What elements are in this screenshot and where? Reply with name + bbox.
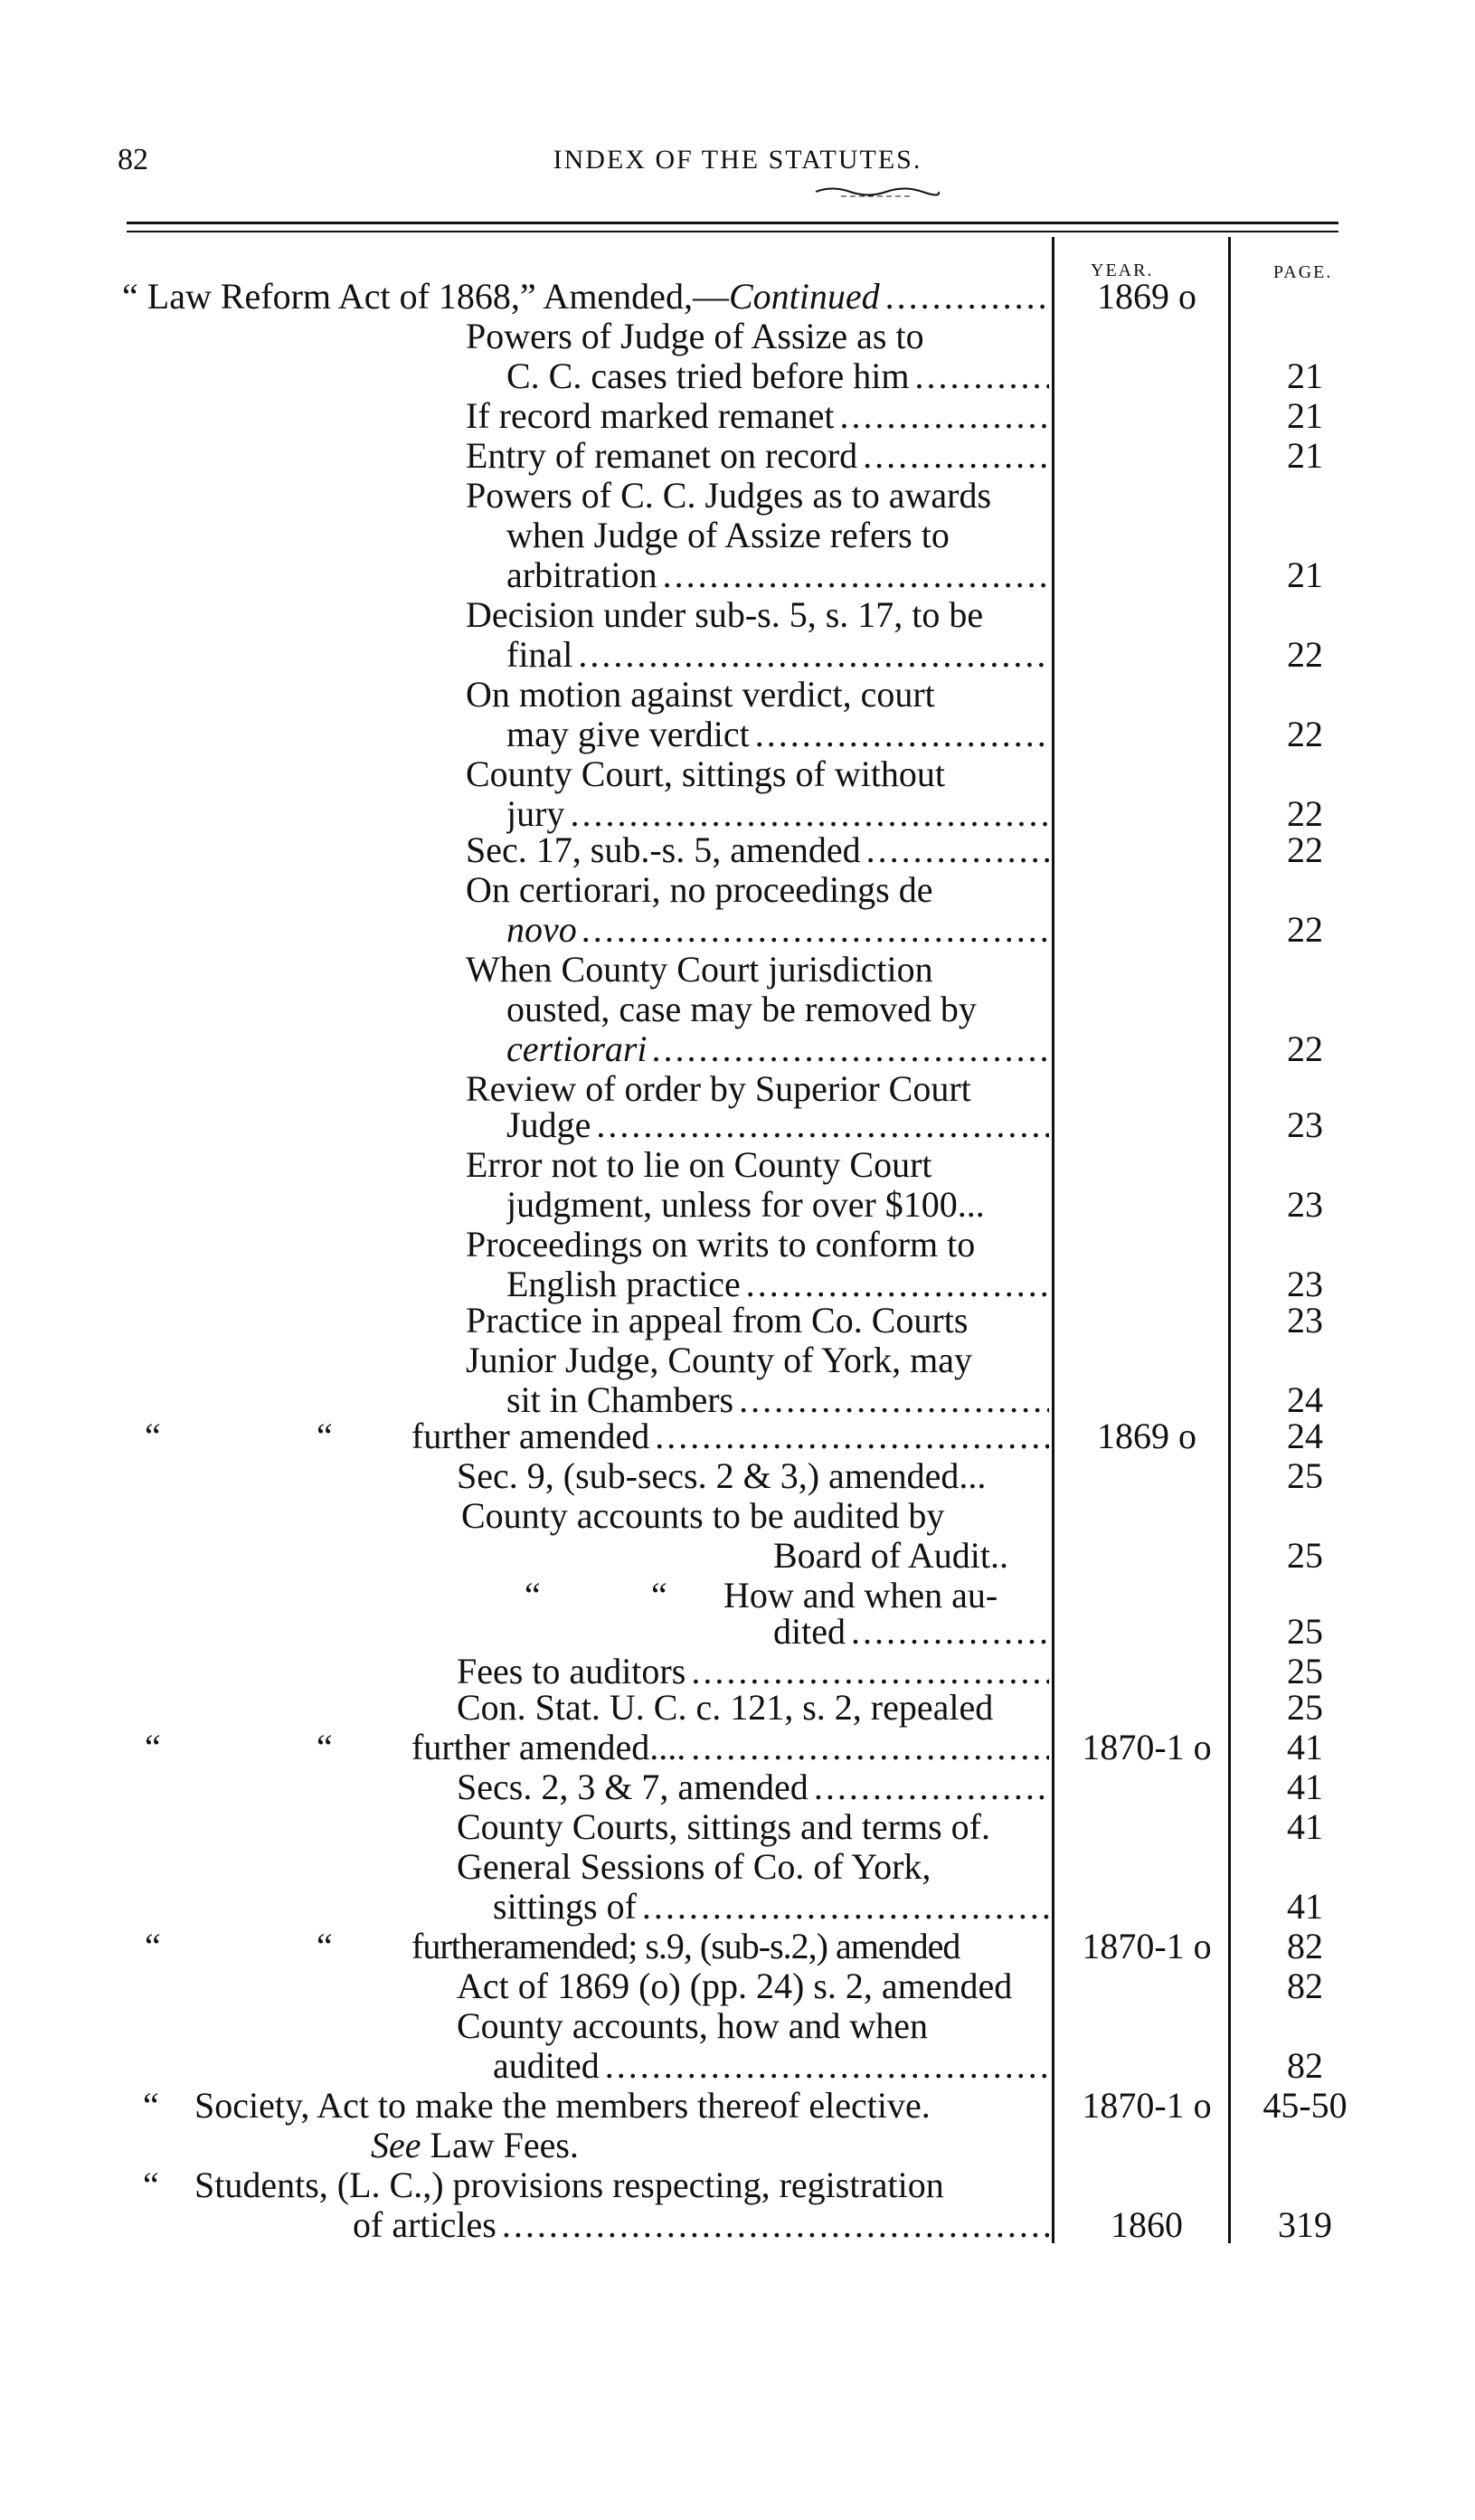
index-entry (122, 277, 1049, 317)
entry-page: 82 (1287, 1966, 1323, 2006)
entry-page: 22 (1287, 909, 1323, 950)
ditto-mark: “ (143, 2085, 159, 2126)
index-entry (466, 396, 1049, 436)
entry-text: County accounts to be audited by (461, 1496, 945, 1536)
entry-text: when Judge of Assize refers to (506, 516, 950, 555)
index-entry (457, 1767, 1049, 1807)
entry-text: When County Court jurisdiction (466, 950, 933, 990)
index-entry (466, 675, 1049, 715)
entry-italic: Continued (728, 277, 880, 317)
entry-text: On certiorari, no proceedings de (466, 870, 933, 910)
entry-page: 22 (1287, 714, 1323, 754)
entry-page: 22 (1287, 793, 1323, 834)
entry-page: 82 (1287, 1926, 1323, 1966)
entry-year: 1869 o (1097, 1416, 1196, 1456)
entry-page: 22 (1287, 1028, 1323, 1069)
entry-text: dited (773, 1612, 846, 1652)
index-entry (466, 830, 1049, 870)
index-entry (466, 317, 1049, 356)
index-entry (493, 2046, 1049, 2086)
entry-text: Judge (506, 1105, 591, 1145)
entry-page: 319 (1278, 2204, 1332, 2245)
entry-text: On motion against verdict, court (466, 675, 935, 715)
entry-page: 41 (1287, 1886, 1323, 1927)
entry-page: 41 (1287, 1806, 1323, 1847)
entry-text: Students, (L. C.,) provisions respecting, registration (194, 2165, 944, 2205)
entry-page: 21 (1287, 395, 1323, 436)
entry-page: 22 (1287, 829, 1323, 870)
index-entry (466, 436, 1049, 476)
entry-page: 21 (1287, 355, 1323, 396)
index-entry (723, 1576, 1049, 1615)
entry-page: 25 (1287, 1455, 1323, 1496)
entry-year: 1870-1 o (1082, 2085, 1212, 2126)
index-entry (506, 1265, 1049, 1304)
entry-page: 21 (1287, 554, 1323, 595)
entry-text: judgment, unless for over $100... (506, 1185, 985, 1225)
index-entry (457, 1847, 1049, 1887)
entry-page: 21 (1287, 435, 1323, 476)
entry-year: 1860 (1111, 2204, 1183, 2245)
page-number: 82 (118, 143, 148, 176)
ditto-mark: “ (317, 1416, 333, 1456)
index-entry (466, 1225, 1049, 1265)
entry-text: Society, Act to make the members thereof elective. (194, 2086, 931, 2126)
year-column-header: YEAR. (1091, 261, 1154, 280)
entry-text: Error not to lie on County Court (466, 1145, 932, 1185)
entry-year: 1870-1 o (1082, 1727, 1212, 1767)
index-entry (773, 1536, 1049, 1576)
index-entry (461, 1496, 1049, 1536)
entry-text: jury (506, 794, 565, 834)
ditto-mark: “ (145, 1416, 161, 1456)
ditto-mark: “ (525, 1575, 541, 1615)
entry-page: 23 (1287, 1184, 1323, 1225)
entry-text: Act of 1869 (o) (pp. 24) s. 2, amended (457, 1966, 1013, 2006)
index-entry (411, 1728, 1049, 1767)
index-entry (457, 1966, 1049, 2006)
index-entry (506, 715, 1049, 754)
index-entry (773, 1612, 1049, 1652)
index-entry (506, 910, 1049, 950)
index-entry (466, 595, 1049, 635)
index-entry (457, 1652, 1049, 1691)
index-entry (466, 754, 1049, 794)
entry-text: furtheramended; s.9, (sub-s.2,) amended (411, 1927, 960, 1966)
entry-text: Board of Audit.. (773, 1536, 1008, 1576)
entry-page: 25 (1287, 1611, 1323, 1652)
entry-page: 41 (1287, 1767, 1323, 1807)
entry-text: “ Law Reform Act of 1868,” Amended,— (122, 277, 729, 317)
top-rule-2 (127, 231, 1338, 232)
index-entry (466, 476, 1049, 516)
ornament (814, 185, 941, 198)
entry-page: 45-50 (1262, 2085, 1347, 2126)
entry-text: If record marked remanet (466, 396, 835, 436)
index-entry (466, 870, 1049, 910)
index-entry (506, 635, 1049, 675)
entry-text: Sec. 9, (sub-secs. 2 & 3,) amended... (457, 1456, 987, 1496)
entry-text: sittings of (493, 1887, 637, 1927)
ditto-mark: “ (145, 1926, 161, 1966)
entry-text: novo (506, 910, 577, 950)
ditto-mark: “ (651, 1575, 667, 1615)
entry-text: audited (493, 2046, 600, 2086)
index-entry (506, 794, 1049, 834)
entry-page: 41 (1287, 1727, 1323, 1767)
entry-text: may give verdict (506, 715, 750, 754)
top-rule (127, 222, 1338, 224)
running-title: INDEX OF THE STATUTES. (553, 145, 922, 175)
entry-page: 23 (1287, 1104, 1323, 1145)
entry-text: Proceedings on writs to conform to (466, 1225, 976, 1265)
entry-page: 22 (1287, 634, 1323, 675)
entry-text: County Court, sittings of without (466, 754, 946, 794)
ditto-mark: “ (143, 2165, 159, 2205)
index-entry (466, 1301, 1049, 1341)
index-entry (194, 2165, 1049, 2205)
index-entry (411, 1927, 1049, 1966)
index-entry (466, 950, 1049, 990)
entry-page: 23 (1287, 1264, 1323, 1304)
index-entry (466, 1341, 1049, 1380)
entry-text: ousted, case may be removed by (506, 990, 977, 1029)
entry-text: Sec. 17, sub.-s. 5, amended (466, 830, 861, 870)
entry-text: Junior Judge, County of York, may (466, 1341, 973, 1380)
entry-text: Entry of remanet on record (466, 436, 858, 476)
entry-text: Decision under sub-s. 5, s. 17, to be (466, 595, 984, 635)
index-entry (506, 356, 1049, 396)
index-entry (466, 1145, 1049, 1185)
entry-page: 82 (1287, 2045, 1323, 2086)
entry-text: How and when au- (723, 1576, 998, 1615)
entry-text: of articles (353, 2205, 496, 2245)
index-entry (371, 2126, 1049, 2165)
entry-text: English practice (506, 1265, 741, 1304)
entry-text: arbitration (506, 555, 657, 595)
index-entry (457, 2006, 1049, 2046)
ditto-mark: “ (145, 1727, 161, 1767)
entry-text: C. C. cases tried before him (506, 356, 910, 396)
index-entry (457, 1688, 1049, 1728)
index-entry (506, 516, 1049, 555)
entry-page: 24 (1287, 1416, 1323, 1456)
entry-text: General Sessions of Co. of York, (457, 1847, 931, 1887)
entry-text-2: Law Fees. (430, 2126, 579, 2165)
entry-text: certiorari (506, 1029, 648, 1069)
index-entry (506, 1380, 1049, 1420)
entry-text: Practice in appeal from Co. Courts (466, 1301, 969, 1341)
index-entry (506, 555, 1049, 595)
entry-year: 1870-1 o (1082, 1926, 1212, 1966)
index-entry (466, 1069, 1049, 1109)
entry-text: County accounts, how and when (457, 2006, 929, 2046)
entry-text: Review of order by Superior Court (466, 1069, 971, 1109)
entry-page: 24 (1287, 1379, 1323, 1420)
index-entry (457, 1456, 1049, 1496)
index-entry (411, 1416, 1049, 1456)
entry-text: Powers of Judge of Assize as to (466, 317, 924, 356)
entry-text: further amended (411, 1416, 650, 1456)
index-entry (506, 990, 1049, 1029)
entry-text: final (506, 635, 573, 675)
entry-text: County Courts, sittings and terms of. (457, 1807, 990, 1847)
index-entry (493, 1887, 1049, 1927)
entry-page: 25 (1287, 1535, 1323, 1576)
ditto-mark: “ (317, 1727, 333, 1767)
index-entry (506, 1105, 1049, 1145)
entry-page: 25 (1287, 1651, 1323, 1691)
index-entry (353, 2205, 1049, 2245)
entry-text: Secs. 2, 3 & 7, amended (457, 1767, 808, 1807)
index-entry (506, 1185, 1049, 1225)
entry-text: Con. Stat. U. C. c. 121, s. 2, repealed (457, 1688, 994, 1728)
entry-text: Fees to auditors (457, 1652, 686, 1691)
ditto-mark: “ (317, 1926, 333, 1966)
entry-year: 1869 o (1097, 276, 1196, 317)
index-entry (194, 2086, 1049, 2126)
entry-text: See (371, 2126, 421, 2165)
entry-text: Powers of C. C. Judges as to awards (466, 476, 992, 516)
index-entry (506, 1029, 1049, 1069)
year-column-divider (1052, 237, 1054, 2243)
index-entry (457, 1807, 1049, 1847)
entry-text: further amended.... (411, 1728, 686, 1767)
page-column-header: PAGE. (1273, 262, 1333, 282)
entry-text: sit in Chambers (506, 1380, 734, 1420)
entry-page: 23 (1287, 1300, 1323, 1341)
entry-page: 25 (1287, 1687, 1323, 1728)
